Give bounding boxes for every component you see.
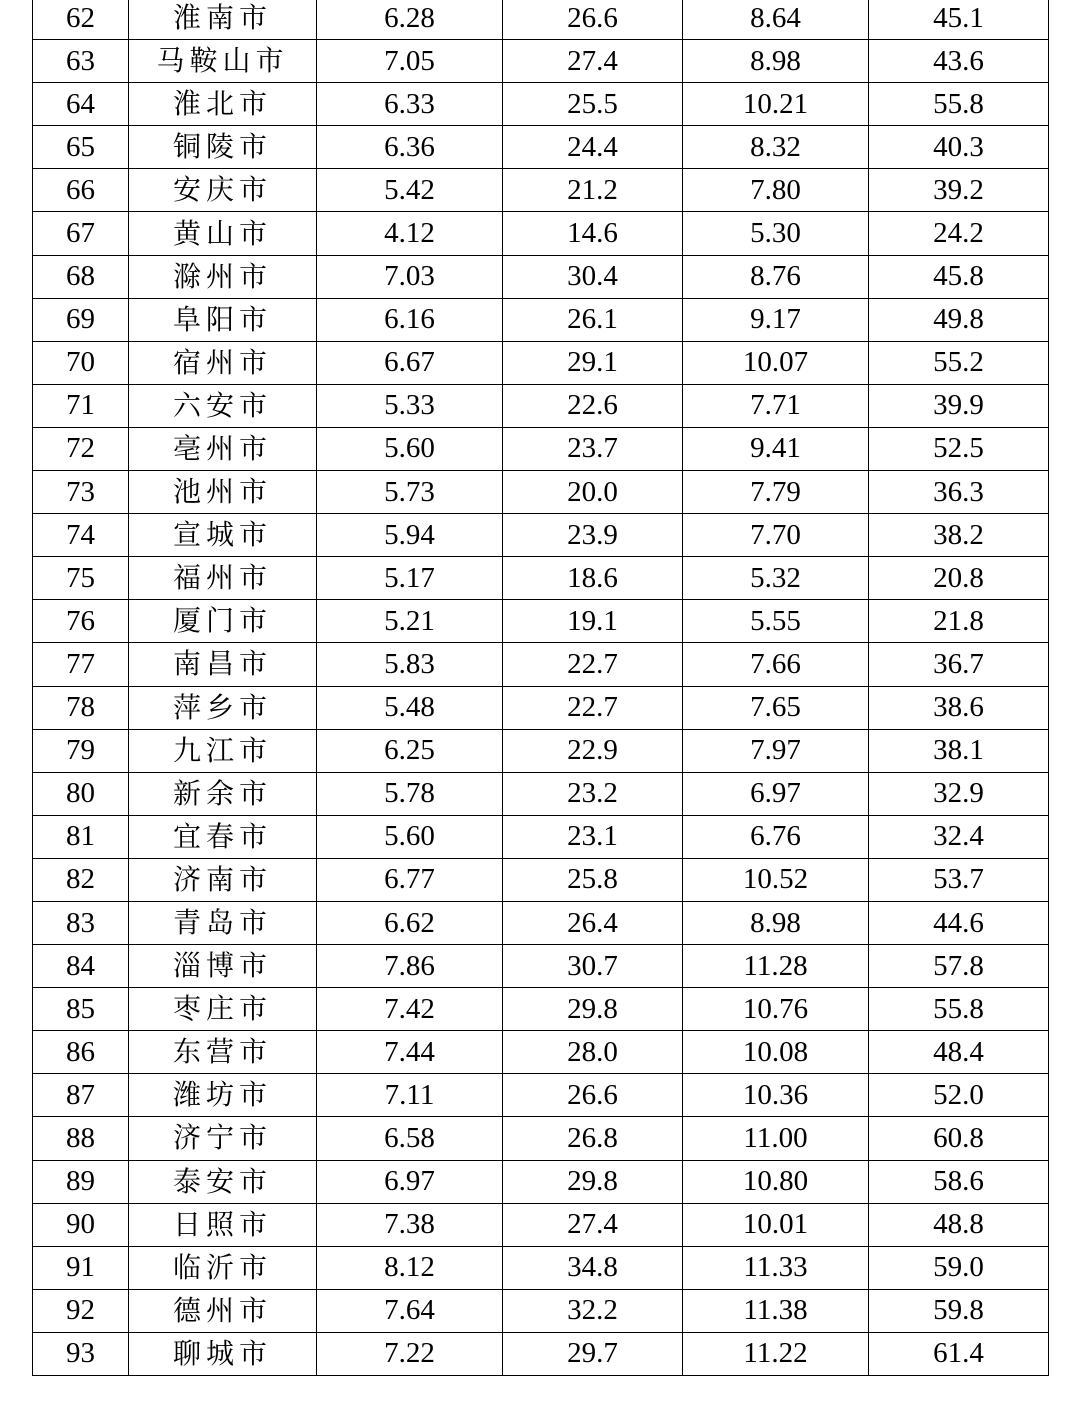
value-col-3-cell: 10.80: [683, 1160, 869, 1203]
value-col-3-cell: 7.79: [683, 471, 869, 514]
value-col-1-cell: 5.94: [317, 514, 503, 557]
value-col-3-cell: 10.21: [683, 83, 869, 126]
value-col-4-cell: 48.8: [869, 1203, 1049, 1246]
table-row: [33, 729, 1049, 772]
value-col-4-cell: 36.3: [869, 471, 1049, 514]
value-col-3-cell: 11.22: [683, 1332, 869, 1375]
value-col-4-cell: 40.3: [869, 126, 1049, 169]
value-col-4-cell: 55.2: [869, 341, 1049, 384]
value-col-2-cell: 22.6: [503, 384, 683, 427]
row-index-cell: 79: [33, 729, 129, 772]
row-index-cell: 92: [33, 1289, 129, 1332]
value-col-2-cell: 21.2: [503, 169, 683, 212]
value-col-1-cell: 6.28: [317, 0, 503, 40]
value-col-2-cell: 29.8: [503, 988, 683, 1031]
value-col-3-cell: 11.28: [683, 945, 869, 988]
row-index-cell: 74: [33, 514, 129, 557]
row-index-cell: 73: [33, 471, 129, 514]
city-name-cell: 淮北市: [129, 83, 317, 126]
value-col-4-cell: 38.2: [869, 514, 1049, 557]
value-col-3-cell: 6.97: [683, 772, 869, 815]
value-col-2-cell: 34.8: [503, 1246, 683, 1289]
city-name-cell: 新余市: [129, 772, 317, 815]
value-col-1-cell: 6.62: [317, 901, 503, 944]
row-index-cell: 72: [33, 427, 129, 470]
table-row: [33, 1074, 1049, 1117]
city-name-cell: 淄博市: [129, 945, 317, 988]
value-col-2-cell: 26.8: [503, 1117, 683, 1160]
value-col-1-cell: 5.73: [317, 471, 503, 514]
value-col-3-cell: 5.55: [683, 600, 869, 643]
table-body: [33, 0, 1049, 1376]
value-col-3-cell: 7.70: [683, 514, 869, 557]
value-col-2-cell: 26.6: [503, 1074, 683, 1117]
value-col-3-cell: 7.97: [683, 729, 869, 772]
city-name-cell: 济南市: [129, 858, 317, 901]
value-col-4-cell: 39.2: [869, 169, 1049, 212]
city-name-cell: 德州市: [129, 1289, 317, 1332]
value-col-3-cell: 7.80: [683, 169, 869, 212]
value-col-2-cell: 19.1: [503, 600, 683, 643]
value-col-1-cell: 7.11: [317, 1074, 503, 1117]
city-name-cell: 枣庄市: [129, 988, 317, 1031]
value-col-3-cell: 10.01: [683, 1203, 869, 1246]
table-row: [33, 901, 1049, 944]
row-index-cell: 65: [33, 126, 129, 169]
table-row: [33, 1160, 1049, 1203]
value-col-1-cell: 6.16: [317, 298, 503, 341]
table-row: [33, 1031, 1049, 1074]
table-row: [33, 298, 1049, 341]
value-col-3-cell: 10.08: [683, 1031, 869, 1074]
value-col-4-cell: 38.1: [869, 729, 1049, 772]
table-row: [33, 1289, 1049, 1332]
row-index-cell: 87: [33, 1074, 129, 1117]
row-index-cell: 66: [33, 169, 129, 212]
value-col-4-cell: 60.8: [869, 1117, 1049, 1160]
value-col-2-cell: 30.7: [503, 945, 683, 988]
row-index-cell: 75: [33, 557, 129, 600]
value-col-1-cell: 7.86: [317, 945, 503, 988]
value-col-3-cell: 8.98: [683, 40, 869, 83]
city-name-cell: 马鞍山市: [129, 40, 317, 83]
table-row: [33, 1246, 1049, 1289]
value-col-1-cell: 4.12: [317, 212, 503, 255]
city-name-cell: 黄山市: [129, 212, 317, 255]
value-col-3-cell: 5.30: [683, 212, 869, 255]
row-index-cell: 93: [33, 1332, 129, 1375]
value-col-4-cell: 52.0: [869, 1074, 1049, 1117]
value-col-2-cell: 14.6: [503, 212, 683, 255]
city-name-cell: 济宁市: [129, 1117, 317, 1160]
value-col-4-cell: 43.6: [869, 40, 1049, 83]
value-col-4-cell: 58.6: [869, 1160, 1049, 1203]
city-name-cell: 厦门市: [129, 600, 317, 643]
value-col-1-cell: 6.77: [317, 858, 503, 901]
value-col-3-cell: 9.17: [683, 298, 869, 341]
table-row: [33, 945, 1049, 988]
value-col-2-cell: 29.8: [503, 1160, 683, 1203]
value-col-1-cell: 6.25: [317, 729, 503, 772]
city-name-cell: 滁州市: [129, 255, 317, 298]
value-col-4-cell: 20.8: [869, 557, 1049, 600]
table-row: [33, 83, 1049, 126]
value-col-2-cell: 32.2: [503, 1289, 683, 1332]
row-index-cell: 63: [33, 40, 129, 83]
city-name-cell: 宣城市: [129, 514, 317, 557]
table-row: [33, 686, 1049, 729]
value-col-4-cell: 39.9: [869, 384, 1049, 427]
table-row: [33, 212, 1049, 255]
value-col-2-cell: 29.7: [503, 1332, 683, 1375]
value-col-2-cell: 29.1: [503, 341, 683, 384]
value-col-1-cell: 6.33: [317, 83, 503, 126]
row-index-cell: 83: [33, 901, 129, 944]
row-index-cell: 86: [33, 1031, 129, 1074]
city-name-cell: 泰安市: [129, 1160, 317, 1203]
city-name-cell: 亳州市: [129, 427, 317, 470]
value-col-4-cell: 45.1: [869, 0, 1049, 40]
value-col-4-cell: 36.7: [869, 643, 1049, 686]
table-row: [33, 126, 1049, 169]
value-col-3-cell: 9.41: [683, 427, 869, 470]
value-col-1-cell: 7.05: [317, 40, 503, 83]
value-col-1-cell: 5.42: [317, 169, 503, 212]
table-row: [33, 427, 1049, 470]
table-row: [33, 1203, 1049, 1246]
value-col-3-cell: 8.32: [683, 126, 869, 169]
value-col-1-cell: 6.36: [317, 126, 503, 169]
value-col-3-cell: 11.38: [683, 1289, 869, 1332]
value-col-4-cell: 21.8: [869, 600, 1049, 643]
value-col-3-cell: 11.33: [683, 1246, 869, 1289]
value-col-2-cell: 27.4: [503, 1203, 683, 1246]
value-col-4-cell: 55.8: [869, 83, 1049, 126]
value-col-2-cell: 26.1: [503, 298, 683, 341]
value-col-1-cell: 7.44: [317, 1031, 503, 1074]
row-index-cell: 70: [33, 341, 129, 384]
value-col-1-cell: 7.03: [317, 255, 503, 298]
value-col-4-cell: 59.8: [869, 1289, 1049, 1332]
value-col-3-cell: 10.36: [683, 1074, 869, 1117]
city-name-cell: 聊城市: [129, 1332, 317, 1375]
row-index-cell: 80: [33, 772, 129, 815]
value-col-2-cell: 22.9: [503, 729, 683, 772]
table-row: [33, 169, 1049, 212]
city-name-cell: 临沂市: [129, 1246, 317, 1289]
value-col-1-cell: 6.58: [317, 1117, 503, 1160]
value-col-1-cell: 7.22: [317, 1332, 503, 1375]
row-index-cell: 82: [33, 858, 129, 901]
value-col-1-cell: 5.21: [317, 600, 503, 643]
city-name-cell: 萍乡市: [129, 686, 317, 729]
value-col-2-cell: 24.4: [503, 126, 683, 169]
city-name-cell: 池州市: [129, 471, 317, 514]
value-col-2-cell: 23.7: [503, 427, 683, 470]
value-col-4-cell: 32.9: [869, 772, 1049, 815]
value-col-3-cell: 8.64: [683, 0, 869, 40]
value-col-2-cell: 22.7: [503, 643, 683, 686]
value-col-3-cell: 10.07: [683, 341, 869, 384]
row-index-cell: 85: [33, 988, 129, 1031]
value-col-1-cell: 7.38: [317, 1203, 503, 1246]
value-col-2-cell: 25.8: [503, 858, 683, 901]
table-row: [33, 514, 1049, 557]
value-col-2-cell: 26.4: [503, 901, 683, 944]
value-col-1-cell: 5.60: [317, 815, 503, 858]
table-row: [33, 600, 1049, 643]
row-index-cell: 69: [33, 298, 129, 341]
value-col-3-cell: 10.52: [683, 858, 869, 901]
table-row: [33, 1332, 1049, 1375]
value-col-4-cell: 61.4: [869, 1332, 1049, 1375]
table-row: [33, 40, 1049, 83]
table-row: [33, 341, 1049, 384]
value-col-2-cell: 26.6: [503, 0, 683, 40]
value-col-1-cell: 5.83: [317, 643, 503, 686]
value-col-4-cell: 44.6: [869, 901, 1049, 944]
row-index-cell: 84: [33, 945, 129, 988]
city-name-cell: 九江市: [129, 729, 317, 772]
value-col-4-cell: 48.4: [869, 1031, 1049, 1074]
city-name-cell: 南昌市: [129, 643, 317, 686]
value-col-1-cell: 7.64: [317, 1289, 503, 1332]
table-row: [33, 643, 1049, 686]
city-name-cell: 东营市: [129, 1031, 317, 1074]
value-col-4-cell: 49.8: [869, 298, 1049, 341]
row-index-cell: 89: [33, 1160, 129, 1203]
table-row: [33, 815, 1049, 858]
row-index-cell: 90: [33, 1203, 129, 1246]
value-col-2-cell: 27.4: [503, 40, 683, 83]
row-index-cell: 81: [33, 815, 129, 858]
row-index-cell: 67: [33, 212, 129, 255]
value-col-3-cell: 7.65: [683, 686, 869, 729]
value-col-3-cell: 8.76: [683, 255, 869, 298]
table-row: [33, 557, 1049, 600]
city-name-cell: 安庆市: [129, 169, 317, 212]
value-col-2-cell: 18.6: [503, 557, 683, 600]
value-col-4-cell: 55.8: [869, 988, 1049, 1031]
table-row: [33, 384, 1049, 427]
value-col-1-cell: 7.42: [317, 988, 503, 1031]
value-col-3-cell: 10.76: [683, 988, 869, 1031]
value-col-2-cell: 25.5: [503, 83, 683, 126]
value-col-1-cell: 6.67: [317, 341, 503, 384]
value-col-1-cell: 5.33: [317, 384, 503, 427]
value-col-2-cell: 23.1: [503, 815, 683, 858]
value-col-2-cell: 23.2: [503, 772, 683, 815]
table-row: [33, 471, 1049, 514]
value-col-1-cell: 5.60: [317, 427, 503, 470]
value-col-2-cell: 28.0: [503, 1031, 683, 1074]
value-col-2-cell: 22.7: [503, 686, 683, 729]
city-name-cell: 福州市: [129, 557, 317, 600]
value-col-4-cell: 32.4: [869, 815, 1049, 858]
value-col-4-cell: 53.7: [869, 858, 1049, 901]
value-col-1-cell: 5.48: [317, 686, 503, 729]
city-name-cell: 宿州市: [129, 341, 317, 384]
value-col-3-cell: 5.32: [683, 557, 869, 600]
city-name-cell: 日照市: [129, 1203, 317, 1246]
table-row: [33, 858, 1049, 901]
table-row: [33, 772, 1049, 815]
value-col-1-cell: 6.97: [317, 1160, 503, 1203]
row-index-cell: 64: [33, 83, 129, 126]
row-index-cell: 78: [33, 686, 129, 729]
value-col-3-cell: 8.98: [683, 901, 869, 944]
city-name-cell: 六安市: [129, 384, 317, 427]
row-index-cell: 76: [33, 600, 129, 643]
value-col-3-cell: 7.71: [683, 384, 869, 427]
value-col-2-cell: 30.4: [503, 255, 683, 298]
row-index-cell: 88: [33, 1117, 129, 1160]
value-col-4-cell: 24.2: [869, 212, 1049, 255]
table-row: [33, 255, 1049, 298]
value-col-4-cell: 57.8: [869, 945, 1049, 988]
city-name-cell: 铜陵市: [129, 126, 317, 169]
row-index-cell: 68: [33, 255, 129, 298]
value-col-1-cell: 5.17: [317, 557, 503, 600]
row-index-cell: 91: [33, 1246, 129, 1289]
city-name-cell: 宜春市: [129, 815, 317, 858]
value-col-3-cell: 11.00: [683, 1117, 869, 1160]
table-row: [33, 988, 1049, 1031]
row-index-cell: 62: [33, 0, 129, 40]
table-row: [33, 1117, 1049, 1160]
value-col-1-cell: 5.78: [317, 772, 503, 815]
city-name-cell: 青岛市: [129, 901, 317, 944]
city-name-cell: 淮南市: [129, 0, 317, 40]
value-col-3-cell: 6.76: [683, 815, 869, 858]
row-index-cell: 77: [33, 643, 129, 686]
value-col-4-cell: 59.0: [869, 1246, 1049, 1289]
value-col-4-cell: 38.6: [869, 686, 1049, 729]
row-index-cell: 71: [33, 384, 129, 427]
city-name-cell: 阜阳市: [129, 298, 317, 341]
value-col-4-cell: 52.5: [869, 427, 1049, 470]
value-col-3-cell: 7.66: [683, 643, 869, 686]
value-col-4-cell: 45.8: [869, 255, 1049, 298]
value-col-2-cell: 20.0: [503, 471, 683, 514]
value-col-1-cell: 8.12: [317, 1246, 503, 1289]
city-name-cell: 潍坊市: [129, 1074, 317, 1117]
value-col-2-cell: 23.9: [503, 514, 683, 557]
table-row: [33, 0, 1049, 40]
city-data-table: [32, 0, 1049, 1376]
